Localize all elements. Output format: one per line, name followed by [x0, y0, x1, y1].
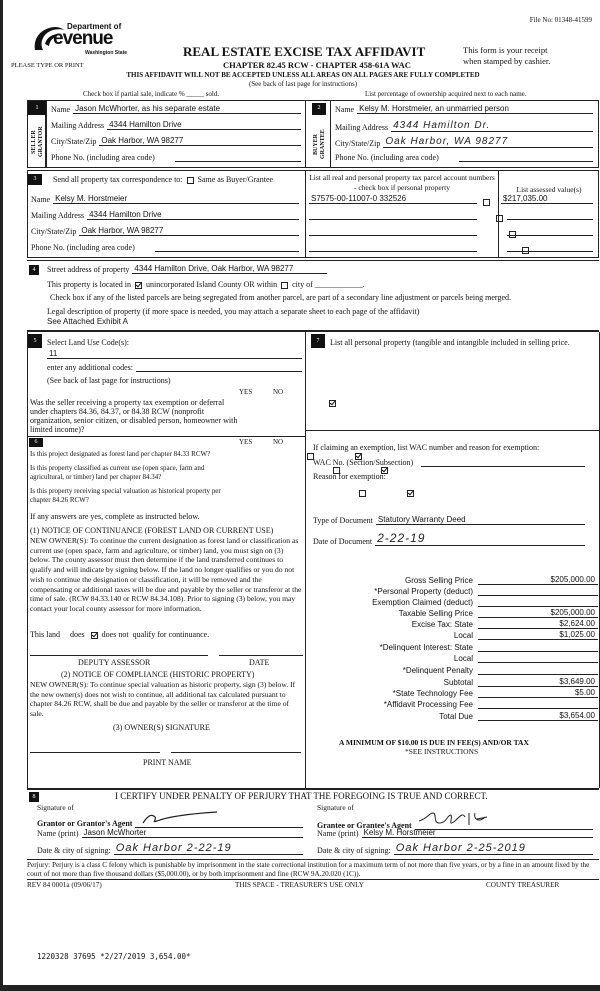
file-number: File No: 01348-41599 — [529, 16, 592, 24]
ownership-note: List percentage of ownership acquired next to each name. — [365, 90, 527, 98]
assessed-row — [507, 210, 593, 220]
seller-phone-row: Phone No. (including area code) — [51, 152, 301, 162]
owner-signature-line-1[interactable] — [30, 752, 160, 753]
excise-tax-state-value[interactable]: $2,624.00 — [478, 619, 598, 629]
seller-city-field[interactable]: Oak Harbor, WA 98277 — [99, 136, 301, 146]
historic-no-checkbox[interactable] — [407, 490, 414, 497]
form-subtitle: CHAPTER 82.45 RCW - CHAPTER 458-61A WAC — [223, 60, 411, 70]
current-use-question: Is this property classified as current use (open space, farm and agricultural, or timber) land per chapter 84.34? — [30, 464, 205, 481]
historic-question: Is this property receiving special valuation as historical property per chapter 84.26 RCW? — [30, 487, 221, 504]
buyer-name-field[interactable]: Kelsy M. Horstmeier, an unmarried person — [357, 104, 593, 114]
no-header: NO — [273, 438, 284, 446]
parcel-row — [309, 242, 477, 252]
total-due-row: Total Due $3,654.00 — [333, 710, 598, 721]
grantor-signature-row: Grantor or Grantor's Agent — [37, 811, 303, 828]
cashier-stamp: 1220328 37695 *2/27/2019 3,654.00* — [37, 952, 191, 961]
exemption-claimed-row: Exemption Claimed (deduct) — [333, 596, 598, 607]
taxable-selling-price-row: Taxable Selling Price $205,000.00 — [333, 607, 598, 618]
please-type-note: PLEASE TYPE OR PRINT — [11, 62, 84, 69]
assessed-row — [501, 194, 593, 204]
buyer-name-row: Name Kelsy M. Horstmeier, an unmarried person — [335, 104, 593, 114]
perjury-notice: Perjury: Perjury is a class C felony which is punishable by imprisonment in the state correctional institution for a maximum term of not more than five years, or by a fine in an amount fixed by the court of not more than five thousand dollars ($5,000.00), or by both imprisonment and fine (RCW 9A.20.020 (1C)). — [27, 861, 599, 880]
personal-property-label: List all personal property (tangible and intangible included in selling price. — [330, 338, 570, 347]
assessed-row — [507, 226, 593, 236]
grantee-signature-icon — [417, 811, 517, 827]
street-address-field[interactable]: 4344 Hamilton Drive, Oak Harbor, WA 98277 — [132, 264, 327, 274]
section-3-number: 3 — [28, 174, 42, 185]
same-as-buyer-checkbox[interactable] — [187, 177, 194, 184]
seller-grantor-label: SELLER GRANTOR — [31, 126, 44, 158]
parcel-row — [309, 226, 477, 236]
affidavit-processing-fee-row: *Affidavit Processing Fee — [333, 698, 598, 709]
exemption-claim-label: If claiming an exemption, list WAC number and reason for exemption: — [313, 443, 540, 452]
buyer-city-row: City/State/Zip Oak Harbor, WA 98277 — [335, 136, 593, 148]
gross-selling-price-row: Gross Selling Price $205,000.00 — [333, 574, 598, 585]
personal-property-checkbox[interactable] — [483, 199, 490, 206]
corr-city-field[interactable]: Oak Harbor, WA 98277 — [79, 226, 299, 236]
historic-yes-checkbox[interactable] — [359, 490, 366, 497]
assessed-header: List assessed value(s) — [516, 185, 582, 194]
parcel-header: List all real and personal property tax parcel account numbers - check box if personal property — [309, 173, 495, 192]
seller-phone-field[interactable] — [175, 152, 301, 162]
seller-address-field[interactable]: 4344 Hamilton Drive — [107, 120, 301, 130]
seller-name-field[interactable]: Jason McWhorter, as his separate estate — [73, 104, 301, 114]
qualify-line: This land does does not qualify for continuance. — [30, 630, 210, 639]
subtotal-row: Subtotal $3,649.00 — [333, 676, 598, 687]
gross-selling-price-value[interactable]: $205,000.00 — [478, 575, 598, 585]
total-due-value[interactable]: $3,654.00 — [478, 711, 598, 721]
wac-row: WAC No. (Section/Subsection) — [313, 457, 585, 467]
corr-phone-row: Phone No. (including area code) — [31, 242, 299, 252]
logo-state-text: Washington State — [85, 50, 128, 56]
doc-date-row: Date of Document 2-22-19 — [313, 531, 585, 546]
assessed-value-field[interactable] — [507, 210, 593, 220]
section-6-number: 6 — [29, 438, 43, 447]
buyer-city-field[interactable]: Oak Harbor, WA 98277 — [383, 136, 593, 148]
corr-address-row: Mailing Address 4344 Hamilton Drive — [31, 210, 299, 220]
delinquent-penalty-value[interactable] — [478, 674, 598, 675]
section-1-number: 1 — [28, 101, 46, 115]
seller-address-row: Mailing Address 4344 Hamilton Drive — [51, 120, 301, 130]
unincorporated-checkbox[interactable] — [135, 282, 142, 289]
doc-type-field[interactable]: Statutory Warranty Deed — [376, 515, 585, 525]
seller-name-row: Name Jason McWhorter, as his separate estate — [51, 104, 301, 114]
logo-dept-text: Department of — [67, 22, 122, 31]
buyer-phone-row: Phone No. (including area code) — [335, 152, 593, 162]
land-use-code-field[interactable]: 11 — [47, 349, 302, 359]
parcel-number-field[interactable] — [309, 242, 477, 252]
send-correspondence-label: Send all property tax correspondence to: Same as Buyer/Grantee — [53, 175, 274, 184]
doc-date-field[interactable]: 2-22-19 — [375, 531, 585, 546]
legal-description-value[interactable]: See Attached Exhibit A — [47, 317, 128, 326]
instructions-note: (See back of last page for instructions) — [248, 80, 358, 88]
state-technology-fee-value[interactable]: $5.00 — [478, 688, 598, 698]
dor-logo — [31, 22, 131, 62]
doc-type-row: Type of Document Statutory Warranty Deed — [313, 515, 585, 525]
personal-property-deduct-row: *Personal Property (deduct) — [333, 585, 598, 596]
treasurer-space-label: THIS SPACE - TREASURER'S USE ONLY — [235, 881, 364, 889]
section-5-number: 5 — [28, 334, 42, 348]
delinquent-interest-state-row: *Delinquent Interest: State — [333, 641, 598, 652]
owner-signature-label: (3) OWNER(S) SIGNATURE — [113, 723, 210, 732]
grantor-signature-icon — [137, 811, 227, 825]
additional-codes-field[interactable] — [136, 362, 302, 372]
yes-header: YES — [239, 438, 253, 446]
grantor-date-row: Date & city of signing: Oak Harbor 2-22-19 — [37, 842, 303, 855]
notice-compliance-title: (2) NOTICE OF COMPLIANCE (HISTORIC PROPERTY) — [61, 670, 255, 679]
parcel-row — [309, 194, 477, 204]
section-2-number: 2 — [312, 103, 326, 115]
legal-description-label: Legal description of property (if more space is needed, you may attach a separate sheet to each page of the affidavit) — [47, 307, 420, 316]
partial-sale-note: Check box if partial sale, indicate % _____ sold. — [83, 90, 220, 98]
receipt-note: This form is your receipt — [463, 45, 548, 55]
land-use-label: Select Land Use Code(s): — [47, 338, 129, 347]
grantee-name-field[interactable]: Kelsy M. Horstmeier — [362, 828, 593, 838]
subtotal-value[interactable]: $3,649.00 — [478, 677, 598, 687]
grantor-name-field[interactable]: Jason McWhorter — [82, 828, 303, 838]
corr-name-field[interactable]: Kelsy M. Horstmeier — [53, 194, 299, 204]
logo-revenue-text: evenue — [53, 28, 113, 49]
corr-phone-field[interactable] — [155, 242, 299, 252]
completion-warning: THIS AFFIDAVIT WILL NOT BE ACCEPTED UNLESS ALL AREAS ON ALL PAGES ARE FULLY COMPLETED — [126, 71, 480, 79]
form-number: REV 84 0001a (09/06/17) — [27, 881, 102, 889]
exemption-no-checkbox[interactable] — [329, 400, 336, 407]
section-7-number: 7 — [311, 334, 325, 348]
grantor-date-city-field[interactable]: Oak Harbor 2-22-19 — [114, 842, 303, 855]
see-instructions-note: *SEE INSTRUCTIONS — [405, 747, 479, 756]
corr-name-row: Name Kelsy M. Horstmeier — [31, 194, 299, 204]
personal-property-checkbox[interactable] — [496, 215, 503, 222]
grantee-date-city-field[interactable]: Oak Harbor 2-25-2019 — [394, 842, 593, 855]
corr-city-row: City/State/Zip Oak Harbor, WA 98277 — [31, 226, 299, 236]
parcel-number-field[interactable] — [309, 210, 477, 220]
excise-tax-local-value[interactable]: $1,025.00 — [478, 630, 598, 640]
section-4-number: 4 — [29, 265, 39, 275]
grantor-signature-field[interactable] — [135, 811, 303, 828]
forest-land-question: Is this project designated as forest land per chapter 84.33 RCW? — [30, 450, 211, 458]
receipt-note-2: when stamped by cashier. — [463, 56, 551, 66]
deputy-assessor-line[interactable] — [30, 655, 208, 656]
grantor-signature-label: Signature of — [37, 803, 74, 812]
parcel-row — [309, 210, 477, 220]
county-treasurer-label: COUNTY TREASURER — [486, 881, 560, 889]
excise-tax-state-row: Excise Tax: State $2,624.00 — [333, 618, 598, 629]
wac-number-field[interactable] — [421, 457, 585, 467]
exemption-question: Was the seller receiving a property tax exemption or deferral under chapters 84.36, 84.37, or 84.38 RCW (nonprofit organization, senior citizen, or disabled person, homeowner with limited income)? — [30, 398, 238, 434]
assessor-date-line[interactable] — [219, 655, 303, 656]
notice-continuance-title: (1) NOTICE OF CONTINUANCE (FOREST LAND OR CURRENT USE) — [30, 526, 274, 535]
taxable-selling-price-value[interactable]: $205,000.00 — [478, 608, 598, 618]
grantor-name-row: Name (print) Jason McWhorter — [37, 828, 303, 838]
buyer-phone-field[interactable] — [459, 152, 593, 162]
affidavit-processing-fee-value[interactable] — [478, 708, 598, 709]
state-technology-fee-row: *State Technology Fee $5.00 — [333, 687, 598, 698]
land-use-row — [47, 349, 302, 359]
does-not-checkbox[interactable] — [91, 632, 98, 639]
date-label: DATE — [249, 658, 270, 667]
parcel-number-field[interactable] — [309, 226, 477, 236]
assessed-row — [507, 242, 593, 252]
notice-compliance-body: NEW OWNER(S): To continue special valuation as historic property, sign (3) below. If the new owner(s) does not wish to continue, all additional tax calculated pursuant to chapter 84.26 RCW, shall be due and payable by the seller or transferor at the time of sale. — [30, 680, 296, 719]
buyer-address-field[interactable]: 4344 Hamilton Dr. — [391, 120, 593, 132]
street-address-row: Street address of property 4344 Hamilton Drive, Oak Harbor, WA 98277 — [47, 264, 327, 274]
delinquent-interest-local-row: Local — [333, 652, 598, 663]
corr-address-field[interactable]: 4344 Hamilton Drive — [87, 210, 299, 220]
additional-codes-row: enter any additional codes: — [47, 362, 302, 372]
excise-tax-local-row: Local $1,025.00 — [333, 629, 598, 640]
grantee-name-row: Name (print) Kelsy M. Horstmeier — [317, 828, 593, 838]
parcel-number-field[interactable]: S7575-00-11007-0 332526 — [309, 194, 477, 204]
grantee-signature-label: Signature of — [317, 803, 354, 812]
land-use-instructions: (See back of last page for instructions) — [47, 376, 171, 385]
yes-header: YES — [239, 388, 253, 396]
segregated-note: Check box if any of the listed parcels are being segregated from another parcel, are part of a secondary line adjustment or parcels being merged. — [50, 293, 511, 302]
section-8-number: 8 — [29, 792, 39, 802]
grantee-signature-row: Grantee or Grantee's Agent — [317, 811, 593, 830]
deputy-assessor-label: DEPUTY ASSESSOR — [78, 658, 151, 667]
assessed-value-field[interactable] — [507, 226, 593, 236]
delinquent-interest-local-value[interactable] — [478, 662, 598, 663]
delinquent-penalty-row: *Delinquent Penalty — [333, 664, 598, 675]
grantee-date-row: Date & city of signing: Oak Harbor 2-25-2019 — [317, 842, 593, 855]
minimum-due-note: A MINIMUM OF $10.00 IS DUE IN FEE(S) AND/OR TAX — [339, 738, 529, 747]
seller-city-row: City/State/Zip Oak Harbor, WA 98277 — [51, 136, 301, 146]
assessed-value-field[interactable] — [507, 242, 593, 252]
no-header: NO — [273, 388, 284, 396]
location-line: This property is located in unincorporated Island County OR within city of ____________. — [47, 280, 365, 289]
city-checkbox[interactable] — [281, 282, 288, 289]
assessed-value-field[interactable]: $217,035.00 — [501, 194, 593, 204]
notice-continuance-body: NEW OWNER(S): To continue the current designation as forest land or classification as current use (open space, farm and agriculture, or timber) land, you must sign on (3) below. The county assessor must then determine if the land transferred continues to qualify and will indicate by signing below. If the land no longer qualifies or you do not wish to continue the designation or classification, it will be removed and the compensating or additional taxes will be due and payable by the seller or transferor at the time of sale. (RCW 84.33.140 or RCW 84.34.108). Prior to signing (3) below, you may contact your local county assessor for more information. — [30, 536, 302, 613]
reason-label: Reason for exemption: — [313, 472, 386, 481]
buyer-address-row: Mailing Address 4344 Hamilton Dr. — [335, 120, 593, 132]
form-title: REAL ESTATE EXCISE TAX AFFIDAVIT — [183, 44, 426, 59]
if-yes-note: If any answers are yes, complete as instructed below. — [30, 512, 200, 521]
buyer-grantee-label: BUYER GRANTEE — [313, 129, 326, 159]
perjury-certification: I CERTIFY UNDER PENALTY OF PERJURY THAT THE FOREGOING IS TRUE AND CORRECT. — [115, 791, 488, 801]
owner-signature-line-2[interactable] — [171, 752, 301, 753]
print-name-label: PRINT NAME — [143, 758, 192, 767]
